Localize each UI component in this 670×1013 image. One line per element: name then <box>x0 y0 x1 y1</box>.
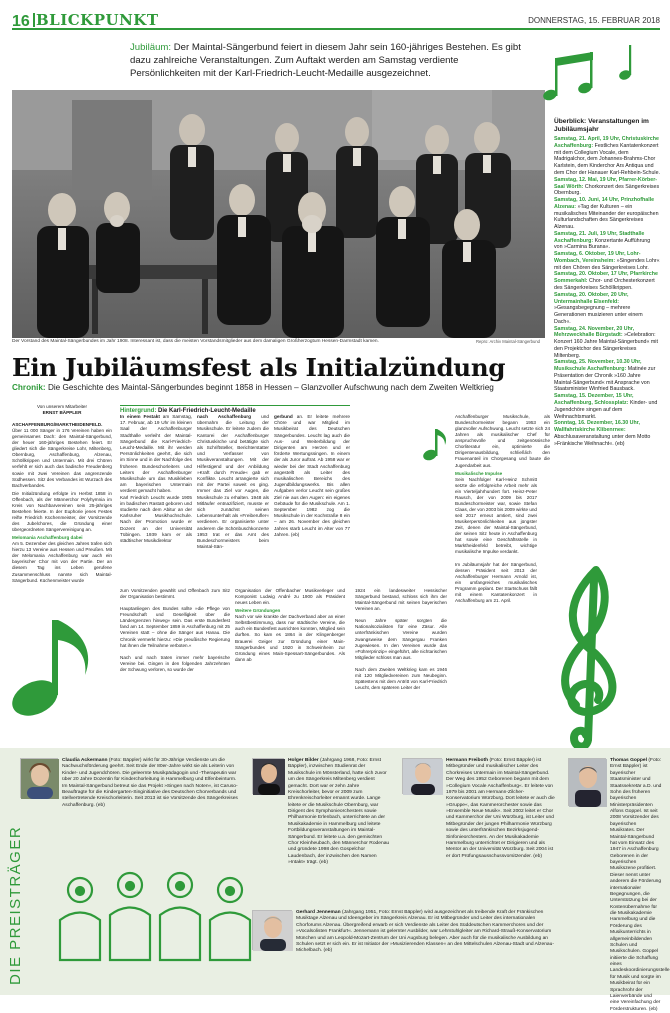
intro-text <box>130 42 530 81</box>
laureate-name: Thomas Goppel <box>610 758 647 763</box>
dateline: ASCHAFFENBURG/MARKTHEIDENFELD. <box>12 422 103 427</box>
event-item <box>554 251 660 271</box>
laureate-name: Hermann Freiboth <box>446 758 489 763</box>
event-date: Samstag, 21. Juli, 19 Uhr, Stadthalle Aschaffenburg: <box>554 230 645 244</box>
laureate-text: (Foto: Ernst Bäppler) ist Mitbegründer und musikalischer Leiter des Chorkreises Untermain im Maintal-Sängerbund. Der Weg des 1952 Geborenen begann mit dem »Collegium Vocale Aschaffenburg«. Er leitete von 1979 bis 2001 am Hermann-Zilcher-Konservatorium Würzburg. Dort leitete er auch die »Gruppe«, das Kammerorchester sowie das »Ensemble Neue Musik«. Seit 2002 leitet er Chor und Kammerchor der Uni Würzburg, ist Leiter und Mitbegründer der jungen Philharmonie Würzburg sowie des unterfränkischen Bezirksjugend-Sinfonieorchesters. An der Musikakademie Hammelburg unterrichtet er Dirigieren und als Mentor an der Universität Würzburg. Seit 2004 ist er dort Prüfungsausschussvorsitzender. (eb) <box>446 758 555 859</box>
box-b-text: und übernahm die Leitung der Musikschule. Er leitete zudem die Kantorei der Aschaffenburger Christuskirche und betätigte sich als Schriftsteller, Berichterstatter und Verfasser von Musikveranstaltungen. Mit der Hilfestigend und der Anbildung »Kraft durch Freude« gab er Konflikte. Leucht arrangierte sich mit der Partei soweit es ging. Immer das Ziel vor Augen, die Musikschule zu erhalten. 1948 als Mitläufer entnazifiziert, musste er sich zunächst seinen Lebensunterhalt als »Freiberufler« verdienen. Er organisierte unter anderem die Schönbuschkonzerte 1953 trat er das Amt des Bundeschormeisters beim Maintal-Sän- <box>197 414 269 550</box>
col1-para-c: Am 5. Dezember des gleichen Jahres trafen sich hierzu 13 Vereine aus Hessen und Preußen. Mit der Melomania Aschaffenburg war auch ein bayerischer Chor mit von der Partie. Der an diesem Tag ins Leben gerufene Zusammenschluss nannte sich Maintal-Sängerbund. Küchenmeister wurde <box>12 541 112 583</box>
event-date: Samstag, 20. Oktober, 17 Uhr, Pfarrkirche Sommerkahl: <box>554 271 658 285</box>
col5-subheading: Musikalische Impulse <box>455 470 503 476</box>
portrait-illustration <box>403 759 443 795</box>
portrait-illustration <box>569 759 607 807</box>
event-item <box>554 197 660 231</box>
event-text: Chorkonzert des Sängerkreises Obernburg. <box>554 183 660 197</box>
box-a-lead: In einem Festakt <box>120 414 160 419</box>
article-headline: Ein Jubiläumsfest als Initialzündung <box>12 353 506 382</box>
event-text: »Tag der Kulturen – ein musikalisches Miteinander der europäischen Kulturlandschaften des Sängerkreises Alzenau. <box>554 203 659 231</box>
event-text: Chor- und Orchesterkonzert des Sängerkreises Schöllkrippen. <box>554 278 655 291</box>
photo-caption: Der Vorstand des Maintal-Sängerbundes im Jahr 1908. Interessant ist, dass die meisten Vorstandsmitglieder aus dem damaligen Großherzogtum Hessen-Darmstadt kamen. <box>12 339 379 344</box>
event-text: »Celebration: Konzert 160 Jahre Maintal-Sängerbund« mit den Projektchor des Sängerkreises Miltenberg. <box>554 332 658 359</box>
subhead-label: Chronik: <box>12 383 46 392</box>
music-notes-icon <box>530 40 650 120</box>
event-item <box>554 271 660 291</box>
event-date: Samstag, 10. Juni, 14 Uhr, Prinzhofhalle Alzenau: <box>554 197 655 210</box>
subhead-text: Die Geschichte des Maintal-Sängerbundes beginnt 1858 in Hessen – Glanzvoller Aufschwung nach dem Zweiten Weltkrieg <box>47 383 494 392</box>
event-text: Matinée zur Präsentation der Chronik »160 Jahre Maintal-Sängerbund« mit Ansprache von Staatsminister Winfried Bausback. <box>554 366 656 393</box>
singers-illustration-icon <box>50 860 260 990</box>
photo-illustration <box>12 90 545 338</box>
intro-label: Jubiläum: <box>130 42 172 53</box>
col5-para-b: Sein Nachfolger Karl-Heinz Schmitt setzte die erfolgreiche Arbeit mehr als ein Vierteljahrhundert fort. Heinz-Peter Rausch, der von 2009 bis 2017 Bundeschormeister war, sowie Stefan Claas, der von 2003 bis 2009 wirkte und seit 2017 erneut amtiert, sind zwei Musikerpersönlichkeiten aus jüngster Zeit, denen der Maintal-Sängerbund, der seinen Sitz heute in Aschaffenburg hat sowie eine Geschäftsstelle in Marktheidenfeld betreibt, wichtige musikalische Impulse verdankt. Im Jubiläumsjahr hat der Sängerbund, dessen Präsident seit 2013 der Aschaffenburger Hermann Arnold ist, ein umfangreiches musikalisches Programm geplant. Der Startschuss fällt mit einem Kantatenkonzert in Aschaffenburg am 21. April. <box>455 476 537 603</box>
byline-prefix: Von unserem Mitarbeiter <box>36 404 88 409</box>
page-number: 16 <box>12 13 30 30</box>
col1-para-b: Die Initialzündung erfolgte im Herbst 1858 in Offenbach, als der Männerchor Polyhymnia im Kreis von Nachbarvereinen sein 25-jähriges Bestehen feierte. In der Euphorie jenes Festes reifte Friedrich Küchenmeister, der Vorsitzende des Jubelchores, die Gründung einer übergeordneten Sängervereinigung an. <box>12 490 112 533</box>
portrait-claudia-ackermann <box>20 758 58 798</box>
event-text: »Gesangsbegegnung – mehrere Generationen musizieren unter einem Dach«. <box>554 305 643 325</box>
laureate-ackermann <box>62 758 242 809</box>
event-date: Samstag, 21. April, 19 Uhr, Christuskirche Aschaffenburg: <box>554 136 659 149</box>
laureate-text: (Foto: Ernst Bäppler) ist bayerischer Staatsminister und Staatssekretär a.D. und Sohn des früheren bayerischen Ministerpräsidenten Alfons Goppel. Ist seit 2008 Vorsitzender des bayerischen Musikrates. Der Maintal-Sängerbund hat vom Einsatz des 1947 in Aschaffenburg Geborenen in der bayerischen Musikszene profitiert. Dieser nennt unter anderem die Förderung internationaler Begegnungen, die Unterstützung bei der Kostenübernahme für die Musikakademie Hammelburg und die Förderung des Musikunterrichts in allgemeinbildenden Schulen und Musikschulen. Goppel initiierte die Schaffung eines Landeskoordinierungsstelle für Musik und sorgte im Musikbeirat für ein Sprachrohr der Laienverbände und eine Vereinfachung der Förderstrukturen. (eb) <box>610 758 670 1012</box>
event-text: Festliches Kantatenkonzert mit dem Collegium Vocale, dem Madrigalchor, dem Johannes-Brahms-Chor Karlstein, dem Kinderchor Ars Antiqua und dem Chor der Hanauer Karl-Rehbein-Schule. <box>554 142 660 176</box>
intro-body: Der Maintal-Sängerbund feiert in diesem Jahr sein 160-jähriges Bestehen. Es gibt dazu zahlreiche Veranstaltungen. Zum Auftakt werden am Samstag verdiente Persönlichkeiten mit der Karl-Friedrich-Leucht-Medaille ausgezeichnet. <box>130 42 521 79</box>
col3-para-b: Nach vor wie krankte der Dachverband aber an einer Selbstbestimmung, dass nur städtische Vereine, die auch ein Bundesfest ausrichten konnten, Mitglied sein durften. So kam es 1864 in der Klingenberger Brauerei Geiger zur Gründung einer Main-Sängerbundes und 1920 in Schweinheim zur Gründung eines Main-Spessart-Sängerbundes. Als dann ab <box>235 614 345 662</box>
portrait-illustration <box>253 759 285 795</box>
article-column-5 <box>455 414 550 604</box>
event-item <box>554 420 660 447</box>
box-column-3 <box>274 414 350 538</box>
article-column-2: zum Vorsitzenden gewählt und Offenbach zum Sitz der Organisation bestimmt. Hauptanliegen des Bundes sollte »die Pflege von Freundschaft und Geselligkeit über die Ländergrenzen hinweg« sein. Das erste Bundesfest fand am 14. September 1859 in Aschaffenburg mit 25 Vereinen statt – ohne die Sänger aus Hanau. Die Chronik vermerkt hierzu: »Die preußische Regierung hat ihnen die Teilnahme verboten.« Nach und nach traten immer mehr bayerische Vereine bei. Gingen in den folgenden Jahrzehnten der Schwung verloren, so wurde der <box>120 588 230 672</box>
event-date: Sonntag, 16. Dezember, 16.30 Uhr, Wallfahrtskirche Klibenrnee: <box>554 420 640 434</box>
event-item <box>554 393 660 420</box>
event-date: Samstag, 24. November, 20 Uhr, Mehrzweckhalle Bürgstadt: <box>554 325 635 339</box>
portrait-hermann-freiboth <box>402 758 442 794</box>
treble-clef-icon <box>536 560 646 750</box>
col5-para-a: Aschaffenburger Musikschule, als Bundeschormeister begann 1953 ein glanzvoller Aufschwung. Leucht setzte sich 24 Jahren als musikalischer Chef für anspruchsvolle und zeitgenössische Chorliteratur ein, optimierte die Dirigentenausbildung, schließlich den Frauenanteil im Chorgesang und baute die Jugendarbeit aus. <box>455 414 550 468</box>
event-item <box>554 326 660 360</box>
event-date: Samstag, 15. Dezember, 15 Uhr, Aschaffenburg, Schlossplatz: <box>554 393 634 407</box>
sidebar-title: Überblick: Veranstaltungen im Jubiläumsjahr <box>554 118 649 133</box>
box-c-text: an. Er leitete mehrere Chöre und war Mitglied im Musikbeirat des Deutschen Sängerbundes. Leucht lag auch die Aus- und Weiterbildung der Dirigenten am Herzen und er förderte Wertungssingen. In einem der als Juror auftrat. Ab 1958 war er wieder bei der Stadt Aschaffenburg angestellt als Leiter des musikalischen Bereichs des Jugendbildungswerks. Bis allen Aufgaben verlor Leucht sein großes Ziel nie aus den Augen: ein eigenes Gebäude für die Musikschule. Am 1. September 1982 zog die Musikschule in der Kochstraße 8 ein – am 26. November des gleichen Jahres starb Leucht im Alter von 77 Jahren. (eb) <box>274 414 350 537</box>
portrait-illustration <box>21 759 59 799</box>
event-item <box>554 231 660 251</box>
box-heading-label: Hintergrund: <box>120 408 157 414</box>
page-header <box>12 10 660 30</box>
laureate-name: Gerhard Jenneman <box>296 910 341 915</box>
laureate-text: (Jahrgang 1951, Foto: Ernst Bäppler) wird ausgezeichnet als treibende Kraft der Fränkischen Musiktage Alzenau und Ideengeber im Sängerkreis Alzenau. Er ist Mitbegründer und Leiter des internationalen Chorforums Alzenau. Übergreifend erwarb er sich Verdienste als Leiter des Süddeutschen Kammerchores und der »Vocalsolisten Frankfurt«. Jennemann ist gelernter Ausbilder, war Lehrstuhlgleiter am Richard-Strauß-Konservatorium München und am Leopold-Mozart-Zentrum der Uni Augsburg belegen. Aber auch für die musikalische Ausbildung an Schulen setzt er sich ein. Er ist Initiator der »Musizierenden Klassen« an den Mittelschulen Alzenau-Stadt und Alzenau-Michelbach. (eb) <box>296 910 554 954</box>
laureate-name: Claudia Ackermann <box>62 758 108 763</box>
box-column-1 <box>120 414 192 544</box>
byline-author: ERNST BÄPPLER <box>42 410 82 416</box>
event-text: »Singendes Lohr« mit den Chören des Sängerkreises Lohr. <box>554 257 660 271</box>
laureate-freiboth <box>446 758 558 860</box>
photo-credit: Repro: Archiv Maintal-Sängerbund <box>475 339 540 344</box>
event-text: Kinder- und Jugendchöre singen auf dem Weihnachtsmarkt. <box>554 400 658 420</box>
historical-group-photo <box>12 90 545 338</box>
laureate-goppel <box>610 758 670 1013</box>
laureate-text: (Jahrgang 1968, Foto: Ernst Bäppler), inzwischen Studienrat der Musikschule im Mönsterland, hatte sich zuvor um den Sängerkreis Miltenberg verdient gemacht. Dort war er zehn Jahre Kreischorleiter, bevor er 2009 zum Ehrenkreischorleiter ernannt wurde. Lange leitete er die Musikschule Obernburg, war Dirigent des Symphonieorchesters sowie Philharmonie Erlenbach, unterrichtete an der Musikakademie in Hammelburg und leitete Fortbildungsveranstaltungen im Maintal-Sängerbund. Er leitete u.a. den gemischten Chor Kleinheubach, den Männerchor Rodenau und gründete 1998 den Gospelchor Laudenbach, der inzwischen den Namen »Intakt« trägt. (eb) <box>288 758 390 865</box>
col3-para-a: Organisation der Offenbacher Musikverleger und Komponist Ludwig André zu 1900 als Präsident neues Leben ein. <box>235 588 345 606</box>
header-divider <box>33 13 35 27</box>
event-item <box>554 136 660 177</box>
portrait-holger-bilder <box>252 758 284 794</box>
event-date: Samstag, 20. Oktober, 20 Uhr, Untermainhalle Elsenfeld: <box>554 291 629 305</box>
event-item <box>554 359 660 393</box>
article-column-3 <box>235 588 345 663</box>
event-text: Konzertante Aufführung von »Carmina Burana«. <box>554 237 651 251</box>
col1-para-a: Über 11 000 Sänger in 176 Vereinen haben ein gemeinsames Dach: den Maintal-Sängerbund, der heuer 160-jähriges Bestehen feiert. Er gliedert sich die Sängerkreise Lohr, Miltenberg, Obernburg, Aschaffenburg, Alzenau, Schöllkrippen und Untermain. Mit drei Chören verfehlt er sich auch das badische Freudenberg sowie mit zwei Vereinen das angrenzende Südhessen. Sitz des Verbandes ist Wurzach des Bachverbandes. <box>12 428 112 488</box>
event-item <box>554 292 660 326</box>
box-heading-text: Die Karl-Friedrich-Leucht-Medaille <box>158 408 256 414</box>
box-c-lead: gerbund <box>274 414 293 419</box>
laureate-jenneman <box>296 910 558 955</box>
byline <box>12 404 112 416</box>
portrait-thomas-goppel <box>568 758 606 806</box>
laureate-text: (Foto: Bäppler) wirkt für 30-Jährige Verdienste um die Nachwuchsförderung geehrt. Seit Ende der 80er-Jahre wirkt sie als Leiterin von Kinder- und Jugendchören. Die geleernte Musikpädagogin und -Therapeutin war über 20 Jahre Dozentin für Kinderchorleitung in Hammelburg und Elfenbeinturm. Im Maintal-Sängerbund betreut sie das Projekt »Singen nach Noten«, ist Caruso-Beauftragte für die Kindergarten-Singinitiative des Deutschen Chorverbands und stellvertretende Kreischorleiterin. Seit 2013 ist sie Vorsitzende des Sängerkreises Aschaffenburg. (eb) <box>62 758 238 808</box>
section-rubric: BLICKPUNKT <box>36 11 159 29</box>
laureate-name: Holger Bilder <box>288 758 319 763</box>
box-b-lead: nach Aschaffenburg <box>197 414 251 419</box>
col3-subheading: Weitere Gründungen <box>235 608 281 614</box>
portrait-gerhard-jenneman <box>252 910 292 950</box>
article-column-4: 1924 ein landesweiter Hessischer Sängerbund bestand, schloss sich ihm der Maintal-Sängerbund mit seinen bayerischen Vereinen an. Neun Jahre später sorgten die Nationalsozialisten für eine Zäsur. Alle unterfränkischen Vereine wurden zwangsweise dem Sängergau Franken zugewiesen. In den Vereinen wurde das »Führerprinzip« eingeführt, alle nichtarischen Mitglieder schloss man aus. Nach dem Zweiten Weltkrieg kam es 1946 mit 120 Mitgliedvereinen zum Neubeginn. Spätestens mit dem Antritt von Karl-Friedrich Leucht, dem späteren Leiter der <box>355 588 447 690</box>
event-text: Abschlusaveranstaltung unter dem Motto »Fränkische Weihnacht«. <box>554 433 651 447</box>
article-subhead <box>12 383 494 394</box>
laureates-section-label: DIE PREISTRÄGER <box>7 825 24 985</box>
box-column-2 <box>197 414 269 550</box>
col1-subheading: Melomania Aschaffenburg dabei <box>12 535 83 541</box>
event-item <box>554 177 660 197</box>
event-date: Samstag, 6. Oktober, 19 Uhr, Lohr-Wombach, Vereinsheim: <box>554 251 641 264</box>
event-date: Samstag, 12. Mai, 19 Uhr, Pfarrer-Körber-Saal Wörth: <box>554 176 658 190</box>
article-column-1 <box>12 422 112 584</box>
portrait-illustration <box>253 911 293 951</box>
large-note-icon <box>0 610 130 730</box>
laureate-bilder <box>288 758 392 866</box>
issue-date: DONNERSTAG, 15. FEBRUAR 2018 <box>528 16 660 25</box>
music-note-icon <box>418 425 458 465</box>
box-a-text: am Samstag, 17. Februar, ab 19 Uhr im kleinen Saal der Aschaffenburger Stadthalle verleiht der Maintal-Sängerbund die Karl-Friedrich-Leucht-Medaille. Mit ihr werden Persönlichkeiten geehrt, die sich im Sinne und in der Nachfolge des früheren Bundeschorleiters und Leiters der Aschaffenburger Musikschule um das Musikleben am bayerischen Untermain verdient gemacht haben. <box>120 414 192 494</box>
events-sidebar <box>554 118 660 447</box>
event-date: Samstag, 25. November, 10.30 Uhr, Musikschule Aschaffenburg: <box>554 359 642 373</box>
box-a2-text: Karl Friedrich Leucht wurde 1905 im badischen Rastatt geboren und studierte nach dem Abitur an der Karlsruher Musikhochschule. Nach der Promotion wurde er Dozent an der Universität Tübingen. 1939 kam er als städtischer Musikdirektor <box>120 494 192 544</box>
sidebar-footnote: (eb) <box>615 440 625 447</box>
